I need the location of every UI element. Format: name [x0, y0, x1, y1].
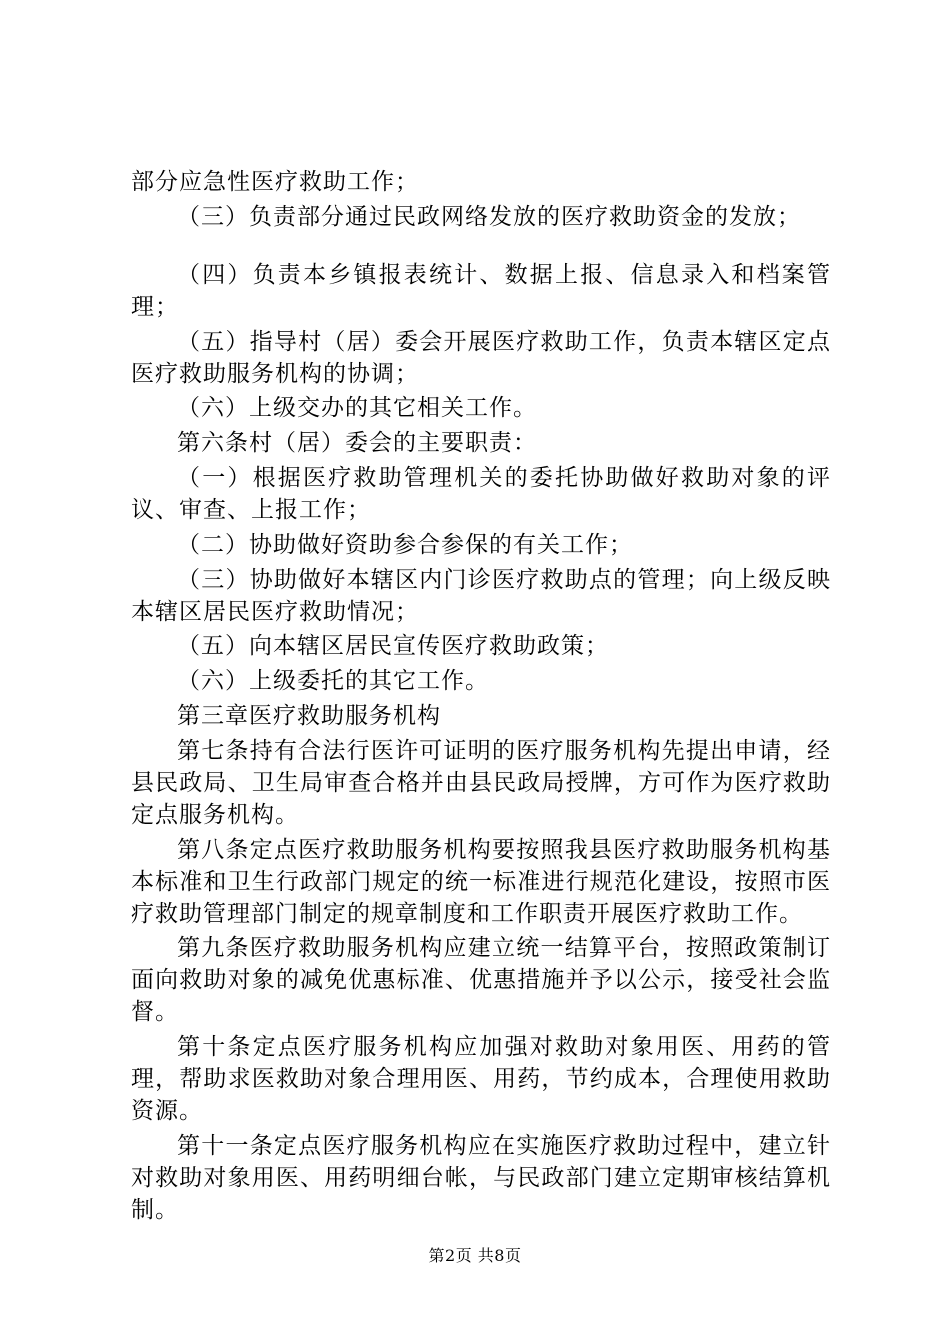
document-body [131, 166, 831, 1229]
paragraph-8: （二）协助做好资助参合参保的有关工作； [177, 531, 633, 558]
paragraph-14: 第八条定点医疗救助服务机构要按照我县医疗救助服务机构基本标准和卫生行政部门规定的统一标准进行规范化建设，按照市医疗救助管理部门制定的规章制度和工作职责开展医疗救助工作。 [131, 836, 831, 927]
paragraph-17: 第十一条定点医疗服务机构应在实施医疗救助过程中，建立针对救助对象用医、用药明细台帐，与民政部门建立定期审核结算机制。 [131, 1132, 831, 1223]
page-number-footer: 第2页 共8页 [428, 1246, 522, 1265]
paragraph-11: （六）上级委托的其它工作。 [177, 668, 489, 695]
paragraph-6: 第六条村（居）委会的主要职责： [177, 430, 537, 457]
paragraph-16: 第十条定点医疗服务机构应加强对救助对象用医、用药的管理，帮助求医救助对象合理用医、用药，节约成本，合理使用救助资源。 [131, 1034, 831, 1125]
paragraph-15: 第九条医疗救助服务机构应建立统一结算平台，按照政策制订面向救助对象的减免优惠标准、优惠措施并予以公示，接受社会监督。 [131, 935, 831, 1026]
paragraph-7: （一）根据医疗救助管理机关的委托协助做好救助对象的评议、审查、上报工作； [131, 464, 831, 523]
chapter-heading: 第三章医疗救助服务机构 [177, 702, 441, 729]
paragraph-5: （六）上级交办的其它相关工作。 [177, 395, 537, 422]
paragraph-1: 部分应急性医疗救助工作； [131, 169, 419, 195]
paragraph-4: （五）指导村（居）委会开展医疗救助工作，负责本辖区定点医疗救助服务机构的协调； [131, 328, 831, 387]
paragraph-9: （三）协助做好本辖区内门诊医疗救助点的管理；向上级反映本辖区居民医疗救助情况； [131, 566, 831, 625]
paragraph-2: （三）负责部分通过民政网络发放的医疗救助资金的发放； [177, 203, 801, 230]
paragraph-3: （四）负责本乡镇报表统计、数据上报、信息录入和档案管理； [131, 261, 831, 320]
paragraph-10: （五）向本辖区居民宣传医疗救助政策； [177, 633, 609, 660]
paragraph-13: 第七条持有合法行医许可证明的医疗服务机构先提出申请，经县民政局、卫生局审查合格并由县民政局授牌，方可作为医疗救助定点服务机构。 [131, 737, 831, 828]
